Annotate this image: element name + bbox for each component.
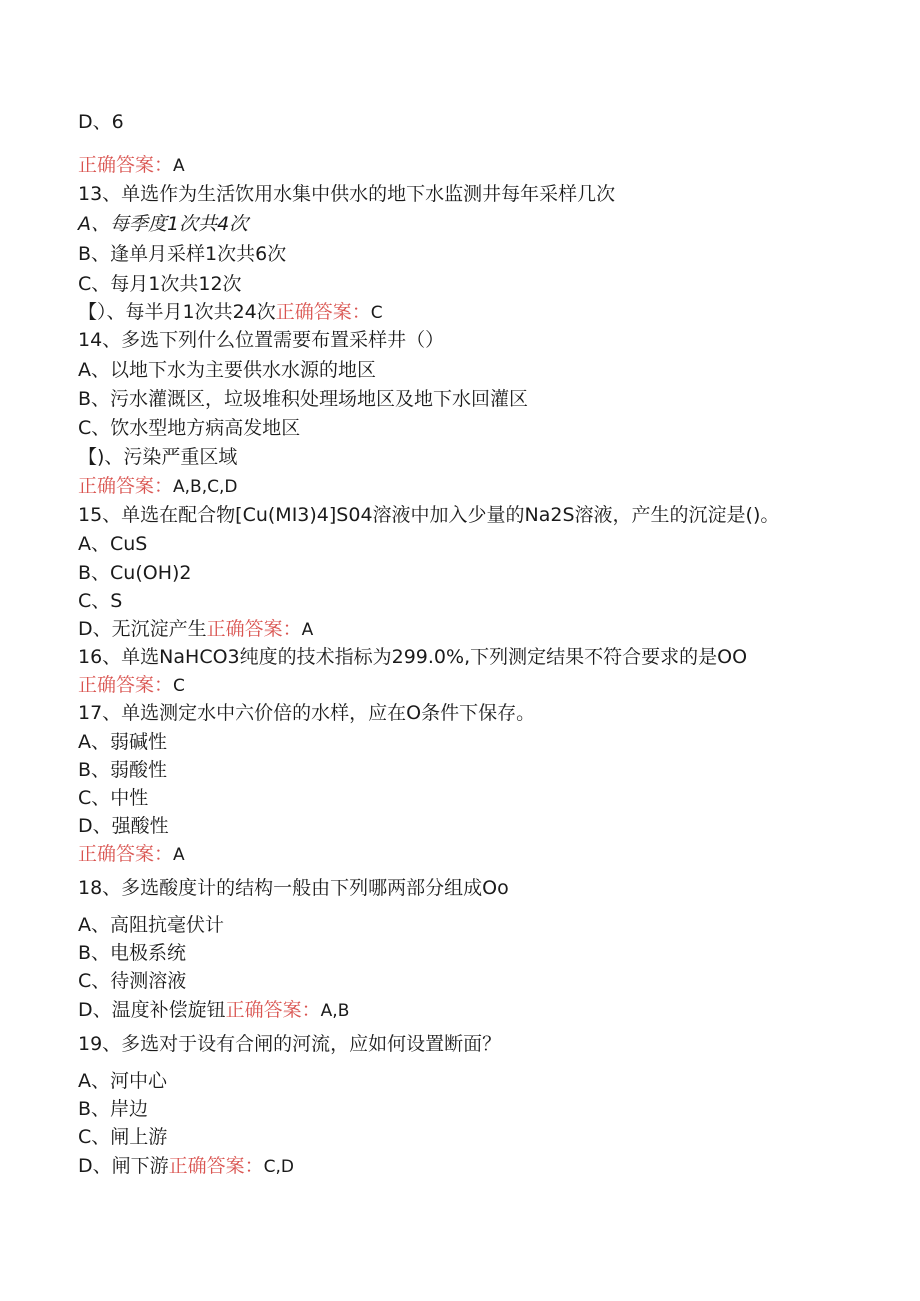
option-line: D、无沉淀产生正确答案：A — [78, 618, 314, 640]
option-line: A、河中心 — [78, 1070, 167, 1092]
question-line: 13、单选作为生活饮用水集中供水的地下水监测井每年采样几次 — [78, 183, 616, 205]
answer-label: 正确答案： — [78, 843, 174, 865]
option-line: A、每季度1次共4次 — [78, 213, 249, 235]
option-line: A、CuS — [78, 533, 148, 555]
option-line: D、强酸性 — [78, 815, 169, 837]
option-line: A、弱碱性 — [78, 731, 167, 753]
answer-line — [78, 153, 185, 178]
answer-value: C,D — [263, 1157, 295, 1177]
answer-value: A — [173, 156, 185, 176]
answer-label: 正确答案： — [275, 301, 371, 323]
question-line: 14、多选下列什么位置需要布置采样井（） — [78, 329, 445, 351]
answer-label: 正确答案： — [206, 618, 302, 640]
answer-value: C — [173, 676, 185, 696]
option-line: A、高阻抗毫伏计 — [78, 914, 224, 936]
answer-value: A — [301, 620, 314, 640]
answer-value: A,B,C,D — [173, 477, 238, 497]
option-line: C、闸上游 — [78, 1126, 168, 1148]
option-line: B、污水灌溉区，垃圾堆积处理场地区及地下水回灌区 — [78, 388, 529, 410]
answer-label: 正确答案： — [168, 1155, 264, 1177]
option-line: D、闸下游正确答案：C,D — [78, 1155, 295, 1177]
question-line: 15、单选在配合物[Cu(MI3)4]S04溶液中加入少量的Na2S溶液，产生的沉淀是()。 — [78, 504, 780, 526]
option-line: B、岸边 — [78, 1098, 149, 1120]
option-line: C、中性 — [78, 787, 149, 809]
option-line: C、待测溶液 — [78, 970, 187, 992]
question-line: 18、多选酸度计的结构一般由下列哪两部分组成Oo — [78, 877, 509, 899]
option-line: D、温度补偿旋钮正确答案：A,B — [78, 999, 350, 1021]
answer-label: 正确答案： — [78, 674, 174, 696]
option-line: B、逢单月采样1次共6次 — [78, 243, 287, 265]
answer-label: 正确答案： — [225, 999, 321, 1021]
answer-line — [78, 474, 237, 499]
answer-value: A — [173, 845, 185, 865]
answer-label: 正确答案： — [78, 154, 174, 176]
answer-line — [78, 673, 185, 698]
question-line: 17、单选测定水中六价倍的水样，应在O条件下保存。 — [78, 702, 536, 724]
option-line: C、S — [78, 590, 123, 612]
option-line: B、Cu(OH)2 — [78, 562, 192, 584]
option-line: 【）、每半月1次共24次正确答案：C — [78, 301, 383, 323]
option-line: A、以地下水为主要供水水源的地区 — [78, 359, 376, 381]
question-line: 16、单选NaHCO3纯度的技术指标为299.0%,下列测定结果不符合要求的是OO — [78, 646, 748, 668]
question-line: 19、多选对于设有合闸的河流，应如何设置断面？ — [78, 1033, 502, 1055]
option-line: B、电极系统 — [78, 942, 187, 964]
option-line: C、每月1次共12次 — [78, 273, 242, 295]
option-line: 【)、污染严重区域 — [78, 446, 238, 468]
answer-value: A,B — [320, 1001, 350, 1021]
option-line: B、弱酸性 — [78, 759, 168, 781]
option-line: D、6 — [78, 111, 124, 133]
answer-line — [78, 842, 185, 867]
option-line: C、饮水型地方病高发地区 — [78, 417, 301, 439]
answer-label: 正确答案： — [78, 475, 174, 497]
answer-value: C — [370, 303, 383, 323]
